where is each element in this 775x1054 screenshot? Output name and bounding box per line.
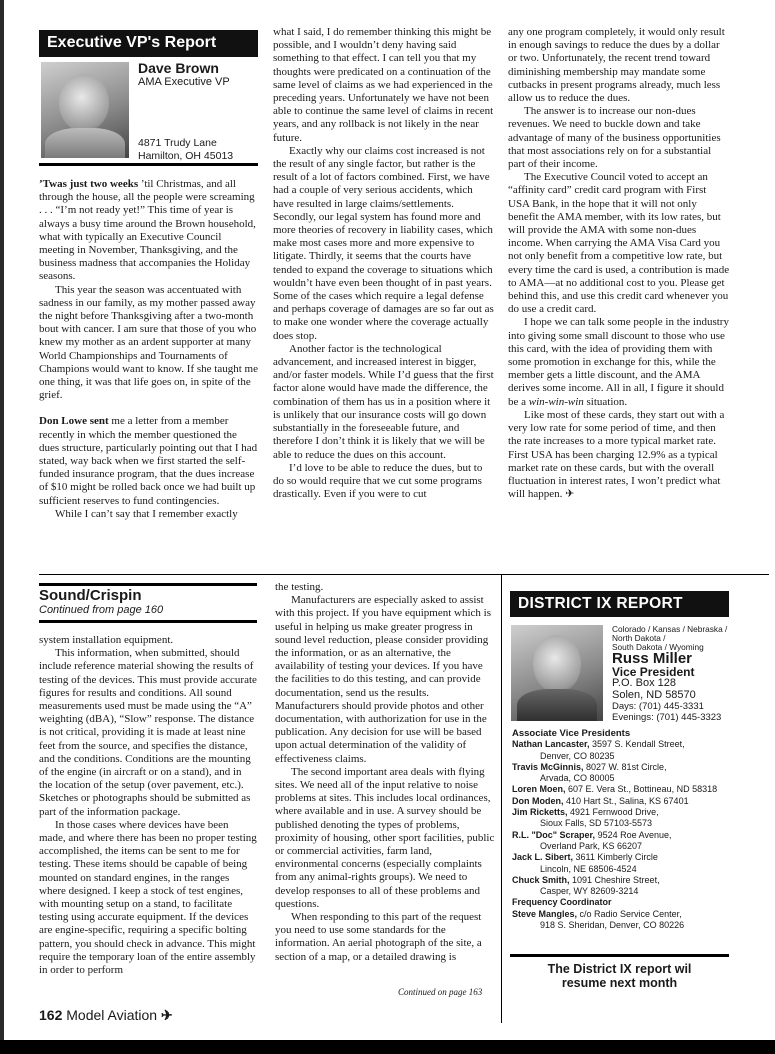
russ-miller-photo xyxy=(511,625,603,721)
sound-column-2 xyxy=(275,581,495,964)
frequency-coordinator: Steve Mangles, c/o Radio Service Center, xyxy=(512,908,682,919)
paragraph: This year the season was accentuated with sadness in our family, as my mother passed away the night before Thanksgiving after a two-month bout with cancer. I am sure that those of you who knew my mother as an ardent supporter at many World Championships and Tournaments of Champions would want to know. If she taught me one thing, it was that life goes on, in spite of the grief. xyxy=(39,283,258,402)
district-bottom-rule xyxy=(510,954,729,957)
vp-address-line2: Hamilton, OH 45013 xyxy=(138,150,234,162)
district-states-3: South Dakota / Wyoming xyxy=(612,642,704,652)
sound-continued-from: Continued from page 160 xyxy=(39,604,164,616)
vp-column-2 xyxy=(273,26,494,501)
district-left-rule xyxy=(501,575,502,1023)
paragraph: The second important area deals with flying sites. We need all of the input relative to noise problems at sites. This includes local ordinances, where available and in use. A survey should be published denoting the types of problems, proximity of housing, other sport facilities, public or commercial activities, farm land, environmental concerns (especially complaints from any animal-rights groups). We need to develop responses to all of these problems and questions. xyxy=(275,765,495,910)
associate-vp-entry: Chuck Smith, 1091 Cheshire Street, xyxy=(512,874,660,885)
district-header: DISTRICT IX REPORT xyxy=(510,591,729,617)
dave-brown-photo xyxy=(41,62,129,158)
page-footer xyxy=(39,1007,173,1024)
paragraph: In those cases where devices have been made, and where there has been no proper testing accomplished, the items can be sent to me for testing. These items should be capable of being mounted on standard engines, in the ranges where designed. I keep a stock of test engines, with mounting setup on a stand, to facilitate testing using accurate equipment. If the devices are engine-specific, requiring a specific bolting pattern, you should check in advance. This might require the temporary loan of the entire assembly in order to perform xyxy=(39,818,257,977)
airplane-icon: ✈ xyxy=(160,1007,173,1023)
vp-report-header: Executive VP's Report xyxy=(39,30,258,57)
paragraph: When responding to this part of the request you need to use some standards for the information. An aerial photograph of the site, a section of a map, or a detailed drawing is xyxy=(275,911,482,963)
paragraph: Exactly why our claims cost increased is not the result of any single factor, but rather is the result of a lot of factors combined. First, we have had a couple of very serious accidents, which have resulted in large claims/settlements. Secondly, our legal system has found more and more theories of recovery in liability cases, which make most cases more and more expensive to litigate. Thirdly, it seems that the courts have tended to expand the coverage to situations which wouldn’t have even been thought of in past years. Some of the cases which require a legal defense and perhaps coverage of damages are so far out as to make one wonder where the coverage actually does stop. xyxy=(273,144,494,342)
district-vp-addr2: Solen, ND 58570 xyxy=(612,689,696,701)
district-note-line1: The District IX report wil xyxy=(547,962,692,976)
associate-vp-address: Casper, WY 82609-3214 xyxy=(540,886,639,897)
associate-vp-entry: R.L. "Doc" Scraper, 9524 Roe Avenue, xyxy=(512,829,672,840)
frequency-coordinator-address: 918 S. Sheridan, Denver, CO 80226 xyxy=(540,920,685,931)
paragraph: The Executive Council voted to accept an “affinity card” credit card program with First USA Bank, in the hope that it will not only benefit the AMA member, with its low rates, but will provide the AMA with some non-dues income. When carrying the AMA Visa Card you not only benefit from a competitive low rate, but every time the card is used, a contribution is made to AMA—at no additional cost to you. Please get behind this, and use this credit card whenever you do use a credit card. xyxy=(508,171,730,316)
paragraph: any one program completely, it would only result in enough savings to reduce the dues by a dollar or two. Unfortunately, the recent trend toward diminishing membership may mandate some cutbacks in present programs already, much less allow us to reduce the dues. xyxy=(508,26,725,105)
district-vp-name: Russ Miller xyxy=(612,650,693,667)
airplane-end-icon: ✈ xyxy=(565,488,575,501)
paragraph: system installation equipment. xyxy=(39,634,174,646)
frequency-coordinator-header: Frequency Coordinator xyxy=(512,897,612,908)
associate-vp-entry: Jim Ricketts, 4921 Fernwood Drive, xyxy=(512,807,659,818)
sound-top-rule xyxy=(39,583,257,586)
vp-header-rule xyxy=(39,163,258,166)
page-number: 162 xyxy=(39,1007,63,1023)
paragraph: I hope we can talk some people in the industry into giving some small discount to those who use this card, with the idea of providing them with some promotion in exchange for this, while the member gets a little discount, and the AMA derives some income. All in all, I figure it should be a win-win-win situation. xyxy=(508,316,729,408)
page-edge-left xyxy=(0,0,4,1054)
paragraph: Don Lowe sent me a letter from a member recently in which the member questioned the dues structure, particularly pointing out that I had stated, way back when we first started the self-funded insurance program, that the dues increase of $10 might be rolled back once we had built up sufficient reserves to fund contingencies. xyxy=(39,415,258,507)
vp-address-line1: 4871 Trudy Lane xyxy=(138,137,217,149)
district-note-line2: resume next month xyxy=(561,976,678,990)
associate-vp-list xyxy=(512,728,737,931)
associate-vp-entry: Loren Moen, 607 E. Vera St., Bottineau, ND 58318 xyxy=(512,784,718,795)
associate-vp-address: Denver, CO 80235 xyxy=(540,750,615,761)
vp-name: Dave Brown xyxy=(138,60,219,76)
district-states-1: Colorado / Kansas / Nebraska / xyxy=(612,624,728,634)
district-vp-evening-phone: Evenings: (701) 445-3323 xyxy=(612,712,722,723)
sound-bottom-rule xyxy=(39,620,257,623)
paragraph: Like most of these cards, they start out with a very low rate for some period of time, and then the rate increases to a more typical market rate. First USA has been charging 12.9% as a typical market rate on these cards, but with the overall fluctuation in interest rates, I won’t predict what will happen. ✈ xyxy=(508,408,725,501)
associate-vp-address: Lincoln, NE 68506-4524 xyxy=(540,863,637,874)
sound-continued-on: Continued on page 163 xyxy=(398,987,483,997)
associate-vp-rows xyxy=(512,739,737,897)
paragraph: Manufacturers are especially asked to assist with this project. If you have equipment which is useful in helping us make greater progress in sound level reduction, please consider providing the information, or as an alternative, the availability of testing your devices. If you have the facilities to do this testing, and can provide documentation, send us the results. Manufacturers should provide photos and other documentation, with authorization for use in the publication. Any decision for use will be based upon actual determination of the validity of effectiveness claims. xyxy=(275,594,491,765)
vp-title: AMA Executive VP xyxy=(138,76,230,88)
associate-vp-entry: Don Moden, 410 Hart St., Salina, KS 67401 xyxy=(512,795,689,806)
associate-vp-address: Arvada, CO 80005 xyxy=(540,773,615,784)
paragraph: This information, when submitted, should include reference material showing the results of testing of the devices. This must provide accurate figures for results and conditions. All sound measurements used must be made using the “A” weighting (dBA), “Slow” response. The distance is not critical, providing it is made at least nine feet from the source, and specifies the distance, and the conditions. Conditions are the mounting of the engine (in aircraft or on a stand), and in the location of the setup (over pavement, etc.). Sketches or photographs should be submitted as part of the information package. xyxy=(39,647,257,818)
associate-vp-entry: Jack L. Sibert, 3611 Kimberly Circle xyxy=(512,852,658,863)
paragraph: Another factor is the technological advancement, and increased interest in bigger, and/or faster models. While I’d guess that the first factor alone would have made the difference, the combination of them has us in a position where it is unlikely that our insurance costs will go down substantially in the foreseeable future, and therefore I don’t think it is likely that we will be able to reduce the dues on this account. xyxy=(273,342,494,461)
district-vp-days-phone: Days: (701) 445-3331 xyxy=(612,701,704,712)
sound-header: Sound/Crispin xyxy=(39,587,142,604)
paragraph: While I can’t say that I remember exactly xyxy=(55,507,238,520)
district-states-2: North Dakota / xyxy=(612,633,666,643)
sound-column-1 xyxy=(39,634,257,977)
paragraph: what I said, I do remember thinking this might be possible, and I wouldn’t deny having said something to that effect. I can tell you that my thoughts were predicated on a continuation of the same level of claims as we had experienced in the preceding years. Unfortunately we have not been able to continue the same level of claims in recent years, and any rollback is not likely in the near future. xyxy=(273,26,494,144)
magazine-name: Model Aviation xyxy=(66,1007,158,1023)
associate-vp-address: Overland Park, KS 66207 xyxy=(540,840,643,851)
paragraph: the testing. xyxy=(275,581,324,593)
district-vp-title: Vice President xyxy=(612,665,695,679)
section-divider xyxy=(39,574,769,575)
associate-vp-entry: Nathan Lancaster, 3597 S. Kendall Street, xyxy=(512,739,685,750)
associate-vp-header: Associate Vice Presidents xyxy=(512,728,631,739)
associate-vp-entry: Travis McGinnis, 8027 W. 81st Circle, xyxy=(512,761,667,772)
vp-column-3 xyxy=(508,26,730,501)
associate-vp-address: Sioux Falls, SD 57103-5573 xyxy=(540,818,653,829)
paragraph: The answer is to increase our non-dues revenues. We need to buckle down and take advantage of many of the business opportunities that most associations rely on for a substantial part of their income. xyxy=(508,105,721,171)
paragraph: I’d love to be able to reduce the dues, but to do so would require that we cut some programs drastically. Even if you were to cut xyxy=(273,461,483,501)
paragraph: ’Twas just two weeks ’til Christmas, and all through the house, all the people were screaming . . . “I’m not ready yet!” This time of year is always a busy time around the Brown household, what with typically an Executive Council meeting in November, Thanksgiving, and the business madness that accompanies the Holiday seasons. xyxy=(39,178,256,283)
page-edge-bottom xyxy=(0,1040,775,1054)
district-vp-addr1: P.O. Box 128 xyxy=(612,677,677,689)
vp-column-1 xyxy=(39,178,258,521)
